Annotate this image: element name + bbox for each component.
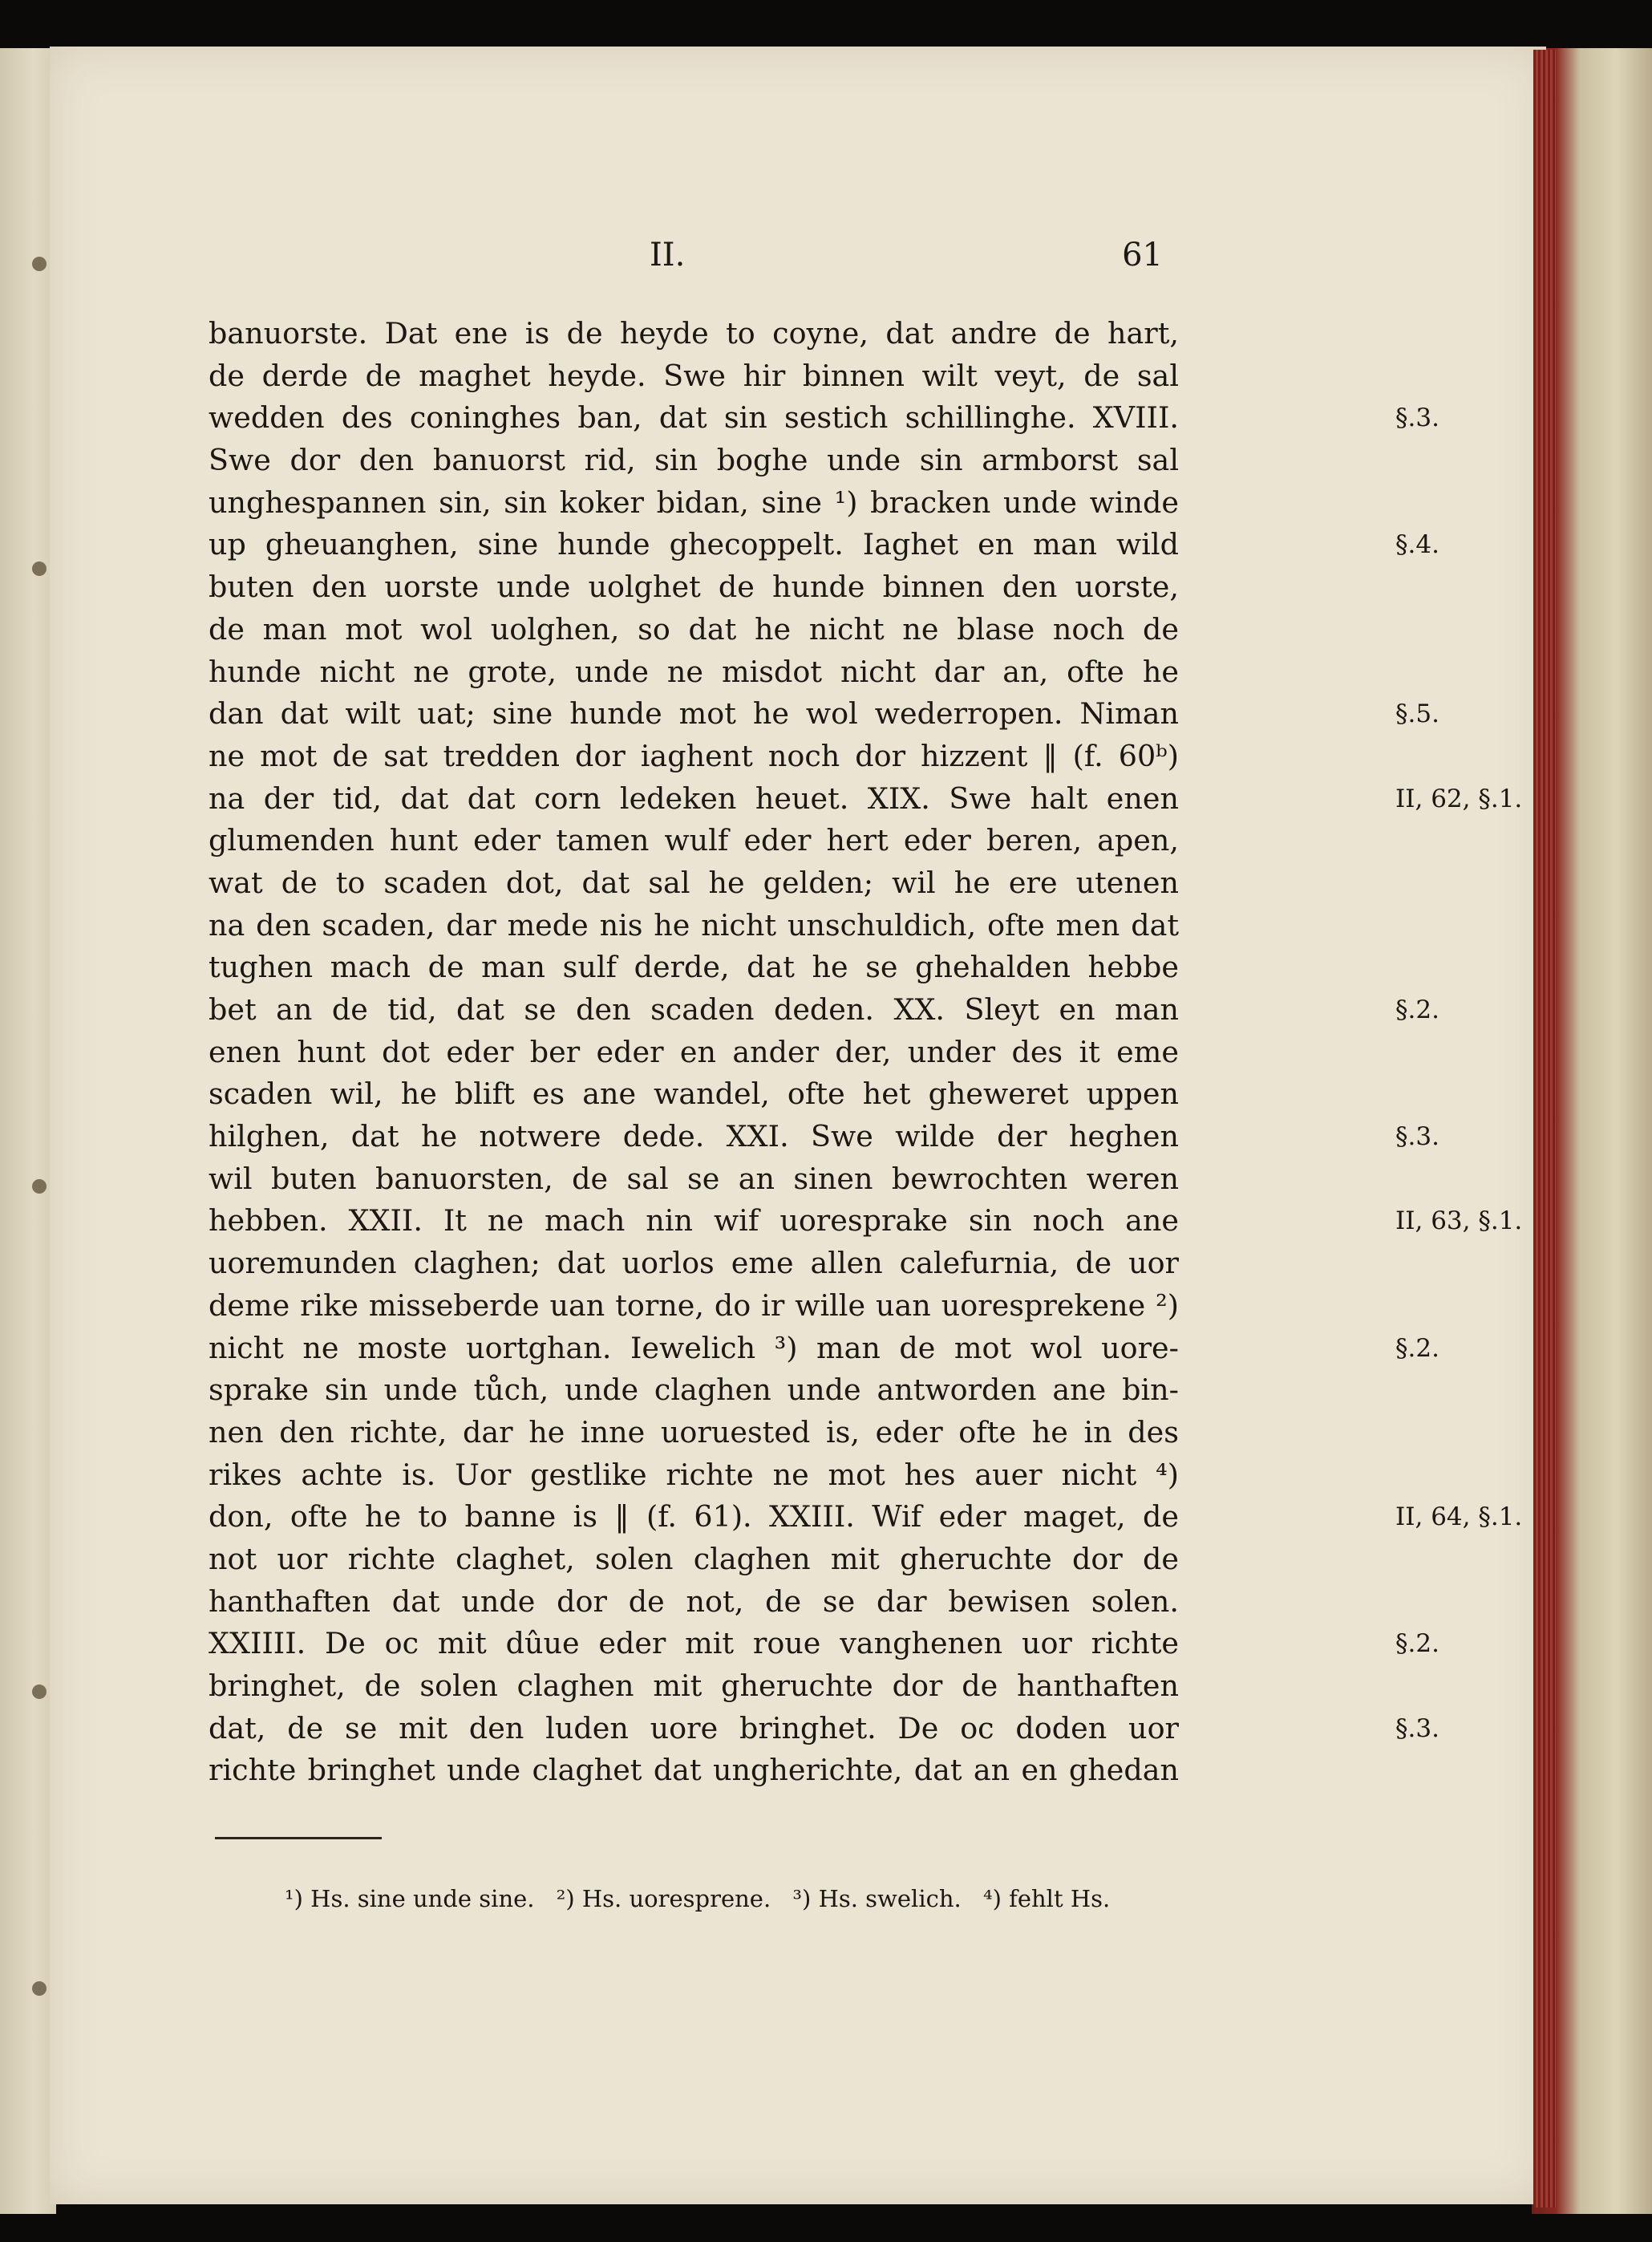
text-line: [209, 778, 1523, 821]
line-text: richte bringhet unde claghet dat ungherichte, dat an en ghedan: [209, 1753, 1179, 1788]
line-text: ne mot de sat tredden dor iaghent noch dor hizzent ‖ (f. 60ᵇ): [209, 738, 1179, 773]
text-line: [209, 1328, 1439, 1370]
text-line: [209, 1623, 1439, 1665]
line-text: glumenden hunt eder tamen wulf eder hert eder beren, apen,: [209, 823, 1179, 858]
text-line: [209, 651, 1179, 694]
margin-reference: II, 62, §.1.: [1395, 784, 1523, 813]
text-line: [209, 820, 1179, 862]
line-text: tughen mach de man sulf derde, dat he se ghehalden hebbe: [209, 950, 1179, 985]
text-line: [209, 1116, 1439, 1158]
line-text: buten den uorste unde uolghet de hunde binnen den uorste,: [209, 570, 1179, 605]
line-text: hilghen, dat he notwere dede. XXI. Swe wilde der heghen: [209, 1119, 1179, 1154]
text-line: [209, 905, 1179, 947]
text-line: [209, 1158, 1179, 1201]
footnotes: [285, 1885, 1124, 1912]
text-line: [209, 1665, 1179, 1708]
text-line: [209, 1200, 1523, 1243]
text-line: [209, 862, 1179, 905]
margin-reference: §.2.: [1395, 995, 1439, 1024]
margin-reference: §.5.: [1395, 699, 1439, 729]
section-number: II.: [650, 237, 686, 274]
footnote: ⁴) fehlt Hs.: [982, 1885, 1111, 1912]
margin-reference: §.4.: [1395, 530, 1439, 560]
line-text: uoremunden claghen; dat uorlos eme allen calefurnia, de uor: [209, 1246, 1179, 1281]
margin-reference: §.3.: [1395, 1122, 1439, 1152]
line-text: de man mot wol uolghen, so dat he nicht ne blase noch de: [209, 611, 1179, 647]
binding-stitch: [32, 562, 47, 576]
margin-reference: II, 64, §.1.: [1395, 1502, 1523, 1532]
line-text: nen den richte, dar he inne uoruested is, eder ofte he in des: [209, 1414, 1179, 1449]
text-line: [209, 397, 1439, 440]
running-head: [209, 237, 1163, 285]
line-text: na der tid, dat dat corn ledeken heuet. XIX. Swe halt enen: [209, 780, 1179, 816]
margin-reference: §.2.: [1395, 1333, 1439, 1363]
text-line: [209, 609, 1179, 651]
book-cover-left: [0, 48, 56, 2214]
line-text: wil buten banuorsten, de sal se an sinen bewrochten weren: [209, 1161, 1179, 1196]
line-text: wat de to scaden dot, dat sal he gelden; wil he ere utenen: [209, 865, 1179, 900]
line-text: na den scaden, dar mede nis he nicht unschuldich, ofte men dat: [209, 907, 1179, 943]
line-text: sprake sin unde tůch, unde claghen unde antworden ane bin-: [209, 1372, 1179, 1408]
line-text: nicht ne moste uortghan. Iewelich ³) man de mot wol uore-: [209, 1330, 1179, 1365]
text-line: [209, 1369, 1179, 1412]
margin-reference: §.3.: [1395, 403, 1439, 433]
page-number: 61: [1122, 237, 1163, 274]
text-line: [209, 1285, 1179, 1328]
line-text: scaden wil, he blift es ane wandel, ofte het gheweret uppen: [209, 1076, 1179, 1112]
text-line: [209, 440, 1179, 482]
text-line: [209, 989, 1439, 1032]
line-text: banuorste. Dat ene is de heyde to coyne, dat andre de hart,: [209, 316, 1179, 351]
page-edge: [1533, 50, 1556, 2208]
line-text: rikes achte is. Uor gestlike richte ne mot hes auer nicht ⁴): [209, 1457, 1179, 1492]
text-line: [209, 947, 1179, 989]
footnote-rule: [215, 1837, 382, 1839]
footnote: ²) Hs. uoresprene.: [556, 1885, 771, 1912]
line-text: Swe dor den banuorst rid, sin boghe unde sin armborst sal: [209, 443, 1179, 478]
line-text: wedden des coninghes ban, dat sin sestich schillinghe. XVIII.: [209, 400, 1179, 436]
line-text: hunde nicht ne grote, unde ne misdot nicht dar an, ofte he: [209, 654, 1179, 689]
line-text: enen hunt dot eder ber eder en ander der, under des it eme: [209, 1034, 1179, 1069]
text-line: [209, 1749, 1179, 1792]
text-line: [209, 1412, 1179, 1454]
line-text: don, ofte he to banne is ‖ (f. 61). XXIII. Wif eder maget, de: [209, 1499, 1179, 1535]
line-text: bringhet, de solen claghen mit gheruchte dor de hanthaften: [209, 1668, 1179, 1703]
line-text: dan dat wilt uat; sine hunde mot he wol wederropen. Niman: [209, 696, 1179, 732]
text-line: [209, 1073, 1179, 1116]
text-line: [209, 693, 1439, 736]
text-line: [209, 482, 1179, 525]
footnote: ¹) Hs. sine unde sine.: [285, 1885, 535, 1912]
text-line: [209, 736, 1179, 778]
binding-stitch: [32, 1981, 47, 1996]
line-text: de derde de maghet heyde. Swe hir binnen wilt veyt, de sal: [209, 358, 1179, 393]
line-text: hebben. XXII. It ne mach nin wif uoresprake sin noch ane: [209, 1203, 1179, 1239]
line-text: XXIIII. De oc mit dûue eder mit roue vanghenen uor richte: [209, 1626, 1179, 1661]
text-line: [209, 1032, 1179, 1074]
text-line: [209, 566, 1179, 609]
text-line: [209, 1539, 1179, 1581]
text-line: [209, 1243, 1179, 1285]
margin-reference: §.3.: [1395, 1713, 1439, 1743]
binding-stitch: [32, 1685, 47, 1699]
line-text: dat, de se mit den luden uore bringhet. De oc doden uor: [209, 1710, 1179, 1745]
line-text: up gheuanghen, sine hunde ghecoppelt. Iaghet en man wild: [209, 527, 1179, 562]
margin-reference: §.2.: [1395, 1629, 1439, 1659]
text-line: [209, 1581, 1179, 1624]
text-line: [209, 313, 1179, 355]
text-line: [209, 355, 1179, 398]
line-text: bet an de tid, dat se den scaden deden. XX. Sleyt en man: [209, 992, 1179, 1027]
text-line: [209, 524, 1439, 566]
line-text: hanthaften dat unde dor de not, de se dar bewisen solen.: [209, 1583, 1179, 1619]
text-line: [209, 1708, 1439, 1750]
line-text: unghespannen sin, sin koker bidan, sine ¹) bracken unde winde: [209, 484, 1179, 520]
text-line: [209, 1454, 1179, 1497]
footnote: ³) Hs. swelich.: [792, 1885, 962, 1912]
binding-stitch: [32, 257, 47, 271]
body-text: [209, 313, 1523, 1792]
line-text: not uor richte claghet, solen claghen mit gheruchte dor de: [209, 1541, 1179, 1576]
margin-reference: II, 63, §.1.: [1395, 1206, 1523, 1236]
text-line: [209, 1496, 1523, 1539]
binding-stitch: [32, 1179, 47, 1194]
line-text: deme rike misseberde uan torne, do ir wille uan uoresprekene ²): [209, 1287, 1179, 1323]
